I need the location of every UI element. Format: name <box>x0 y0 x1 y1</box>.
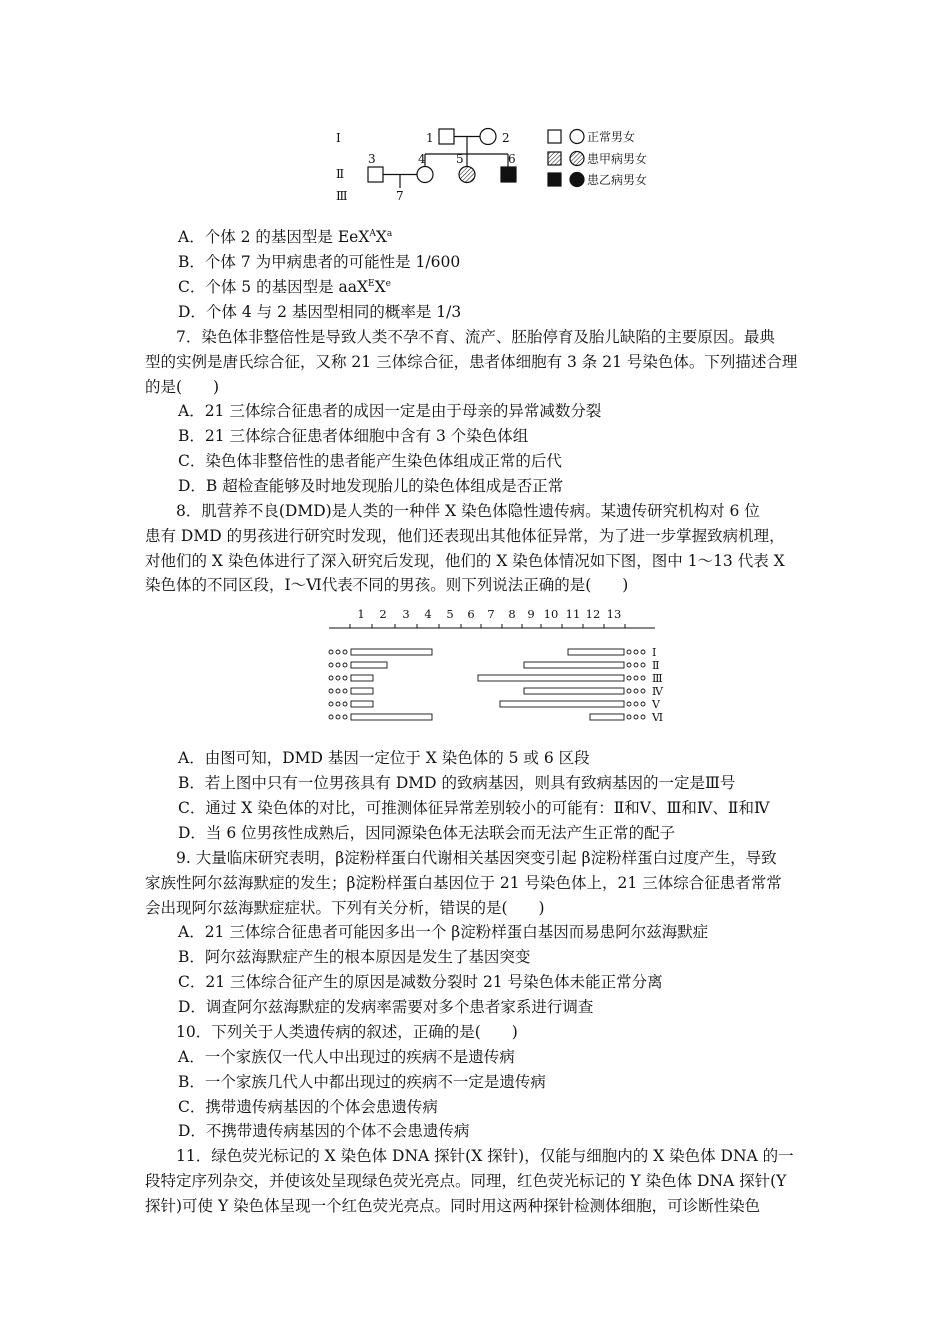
gen-label-1: Ⅰ <box>336 131 341 145</box>
q11-stem-line-1: 11．绿色荧光标记的 X 染色体 DNA 探针(X 探针)，仅能与细胞内的 X 染色体 DNA 的一 <box>176 1147 794 1165</box>
q8-stem-line-1: 8．肌营养不良(DMD)是人类的一种伴 X 染色体隐性遗传病。某遗传研究机构对 6 位 <box>176 502 760 520</box>
segment-label: 6 <box>467 607 475 621</box>
q9-stem-line-3: 会出现阿尔兹海默症症状。下列有关分析，错误的是( ) <box>145 899 545 917</box>
x-chromosome-figure <box>325 605 670 725</box>
row-boy-1 <box>329 649 645 655</box>
ind-label-7: 7 <box>396 189 404 203</box>
q6-option-d: D．个体 4 与 2 基因型相同的概率是 1/3 <box>178 303 462 321</box>
boy-label: Ⅰ <box>652 646 657 659</box>
segment-label: 1 <box>357 607 365 621</box>
legend-label-disease-b: 患乙病男女 <box>587 173 648 187</box>
row-boy-6 <box>329 714 645 720</box>
q8-option-d: D．当 6 位男孩性成熟后，因同源染色体无法联会而无法产生正常的配子 <box>178 824 676 842</box>
ruler <box>329 624 655 628</box>
segment-label: 10 <box>543 607 559 621</box>
segment-label: 12 <box>585 607 601 621</box>
individual-6-disease-b-male <box>501 167 516 182</box>
q10-option-d: D．不携带遗传病基因的个体不会患遗传病 <box>178 1122 470 1140</box>
legend-label-normal: 正常男女 <box>587 130 636 144</box>
row-boy-5 <box>329 701 645 707</box>
boy-label: Ⅵ <box>652 711 664 724</box>
individual-4-normal-female <box>417 167 433 183</box>
q11-stem-line-3: 探针)可使 Y 染色体呈现一个红色荧光亮点。同时用这两种探针检测体细胞，可诊断性染色 <box>145 1197 761 1215</box>
legend-disease-a-female <box>570 152 584 166</box>
row-boy-4 <box>329 688 645 694</box>
legend-disease-a-male <box>548 152 561 165</box>
legend-normal-female <box>570 130 584 144</box>
row-boy-2 <box>329 662 645 668</box>
segment-label: 13 <box>606 607 622 621</box>
q10-stem: 10．下列关于人类遗传病的叙述，正确的是( ) <box>176 1023 518 1041</box>
q9-stem-line-1: 9. 大量临床研究表明，β淀粉样蛋白代谢相关基因突变引起 β淀粉样蛋白过度产生，导致 <box>176 849 777 867</box>
q7-option-d: D．B 超检查能够及时地发现胎儿的染色体组成是否正常 <box>178 477 564 495</box>
individual-3-normal-male <box>368 167 383 182</box>
q8-stem-line-3: 对他们的 X 染色体进行了深入研究后发现，他们的 X 染色体情况如下图，图中 1～13 代表 X <box>145 552 785 570</box>
boy-label: Ⅱ <box>652 659 660 672</box>
q8-option-b: B．若上图中只有一位男孩具有 DMD 的致病基因，则具有致病基因的一定是Ⅲ号 <box>178 774 736 792</box>
q9-option-c: C．21 三体综合征产生的原因是减数分裂时 21 号染色体未能正常分离 <box>178 973 663 991</box>
q9-option-a: A．21 三体综合征患者可能因多出一个 β淀粉样蛋白基因而易患阿尔兹海默症 <box>178 923 709 941</box>
segment-label: 5 <box>446 607 454 621</box>
gen-label-2: Ⅱ <box>336 167 345 181</box>
q11-stem-line-2: 段特定序列杂交，并使该处呈现绿色荧光亮点。同理，红色荧光标记的 Y 染色体 DNA 探针(Y <box>145 1172 787 1190</box>
q7-stem-line-2: 型的实例是唐氏综合征，又称 21 三体综合征，患者体细胞有 3 条 21 号染色体。下列描述合理 <box>145 353 798 371</box>
legend-disease-b-female <box>570 173 584 187</box>
q9-stem-line-2: 家族性阿尔兹海默症的发生；β淀粉样蛋白基因位于 21 号染色体上，21 三体综合征患者常常 <box>145 874 782 892</box>
q10-option-a: A．一个家族仅一代人中出现过的疾病不是遗传病 <box>178 1048 515 1066</box>
row-boy-3 <box>329 675 645 681</box>
q9-option-b: B．阿尔兹海默症产生的根本原因是发生了基因突变 <box>178 948 531 966</box>
segment-label: 3 <box>402 607 410 621</box>
legend-label-disease-a: 患甲病男女 <box>587 152 648 166</box>
ind-label-6: 6 <box>508 152 516 166</box>
q7-stem-line-1: 7．染色体非整倍性是导致人类不孕不育、流产、胚胎停育及胎儿缺陷的主要原因。最典 <box>176 328 775 346</box>
q8-option-c: C．通过 X 染色体的对比，可推测体征异常差别较小的可能有：Ⅱ和Ⅴ、Ⅲ和Ⅳ、Ⅱ和Ⅳ <box>178 799 770 817</box>
q6-option-a: A．个体 2 的基因型是 $EeX^AX^a$ <box>178 228 393 246</box>
boy-label: Ⅴ <box>652 698 660 711</box>
q7-option-a: A．21 三体综合征患者的成因一定是由于母亲的异常减数分裂 <box>178 402 602 420</box>
q7-option-b: B．21 三体综合征患者体细胞中含有 3 个染色体组 <box>178 427 529 445</box>
pedigree-figure <box>330 122 670 212</box>
legend-disease-b-male <box>548 173 561 186</box>
q8-option-a: A．由图可知，DMD 基因一定位于 X 染色体的 5 或 6 区段 <box>178 749 590 767</box>
individual-1-normal-male <box>439 129 454 144</box>
segment-label: 11 <box>565 607 581 621</box>
q8-stem-line-4: 染色体的不同区段，Ⅰ～Ⅵ代表不同的男孩。则下列说法正确的是( ) <box>145 576 629 594</box>
q8-stem-line-2: 患有 DMD 的男孩进行研究时发现，他们还表现出其他体征异常，为了进一步掌握致病机理， <box>145 527 785 545</box>
q10-option-b: B．一个家族几代人中都出现过的疾病不一定是遗传病 <box>178 1073 546 1091</box>
ind-label-1: 1 <box>426 131 434 145</box>
boy-label: Ⅲ <box>652 672 663 685</box>
segment-label: 4 <box>424 607 432 621</box>
ind-label-3: 3 <box>368 152 376 166</box>
q7-stem-line-3: 的是( ) <box>145 378 220 396</box>
boy-label: Ⅳ <box>652 685 663 698</box>
q10-option-c: C．携带遗传病基因的个体会患遗传病 <box>178 1098 438 1116</box>
q6-option-c: C．个体 5 的基因型是 aaX$^E$Xe <box>178 278 391 296</box>
legend-normal-male <box>548 130 561 143</box>
q7-option-c: C．染色体非整倍性的患者能产生染色体组成正常的后代 <box>178 452 562 470</box>
gen-label-3: Ⅲ <box>336 189 348 203</box>
segment-label: 7 <box>487 607 495 621</box>
ind-label-5: 5 <box>456 152 464 166</box>
q9-option-d: D．调查阿尔兹海默症的发病率需要对多个患者家系进行调查 <box>178 998 594 1016</box>
individual-2-normal-female <box>480 129 496 145</box>
q6-option-b: B．个体 7 为甲病患者的可能性是 1/600 <box>178 253 461 271</box>
segment-label: 8 <box>508 607 516 621</box>
individual-5-disease-a-female <box>459 167 475 183</box>
segment-label: 9 <box>527 607 535 621</box>
ind-label-2: 2 <box>502 131 510 145</box>
ind-label-4: 4 <box>418 152 426 166</box>
segment-label: 2 <box>379 607 387 621</box>
